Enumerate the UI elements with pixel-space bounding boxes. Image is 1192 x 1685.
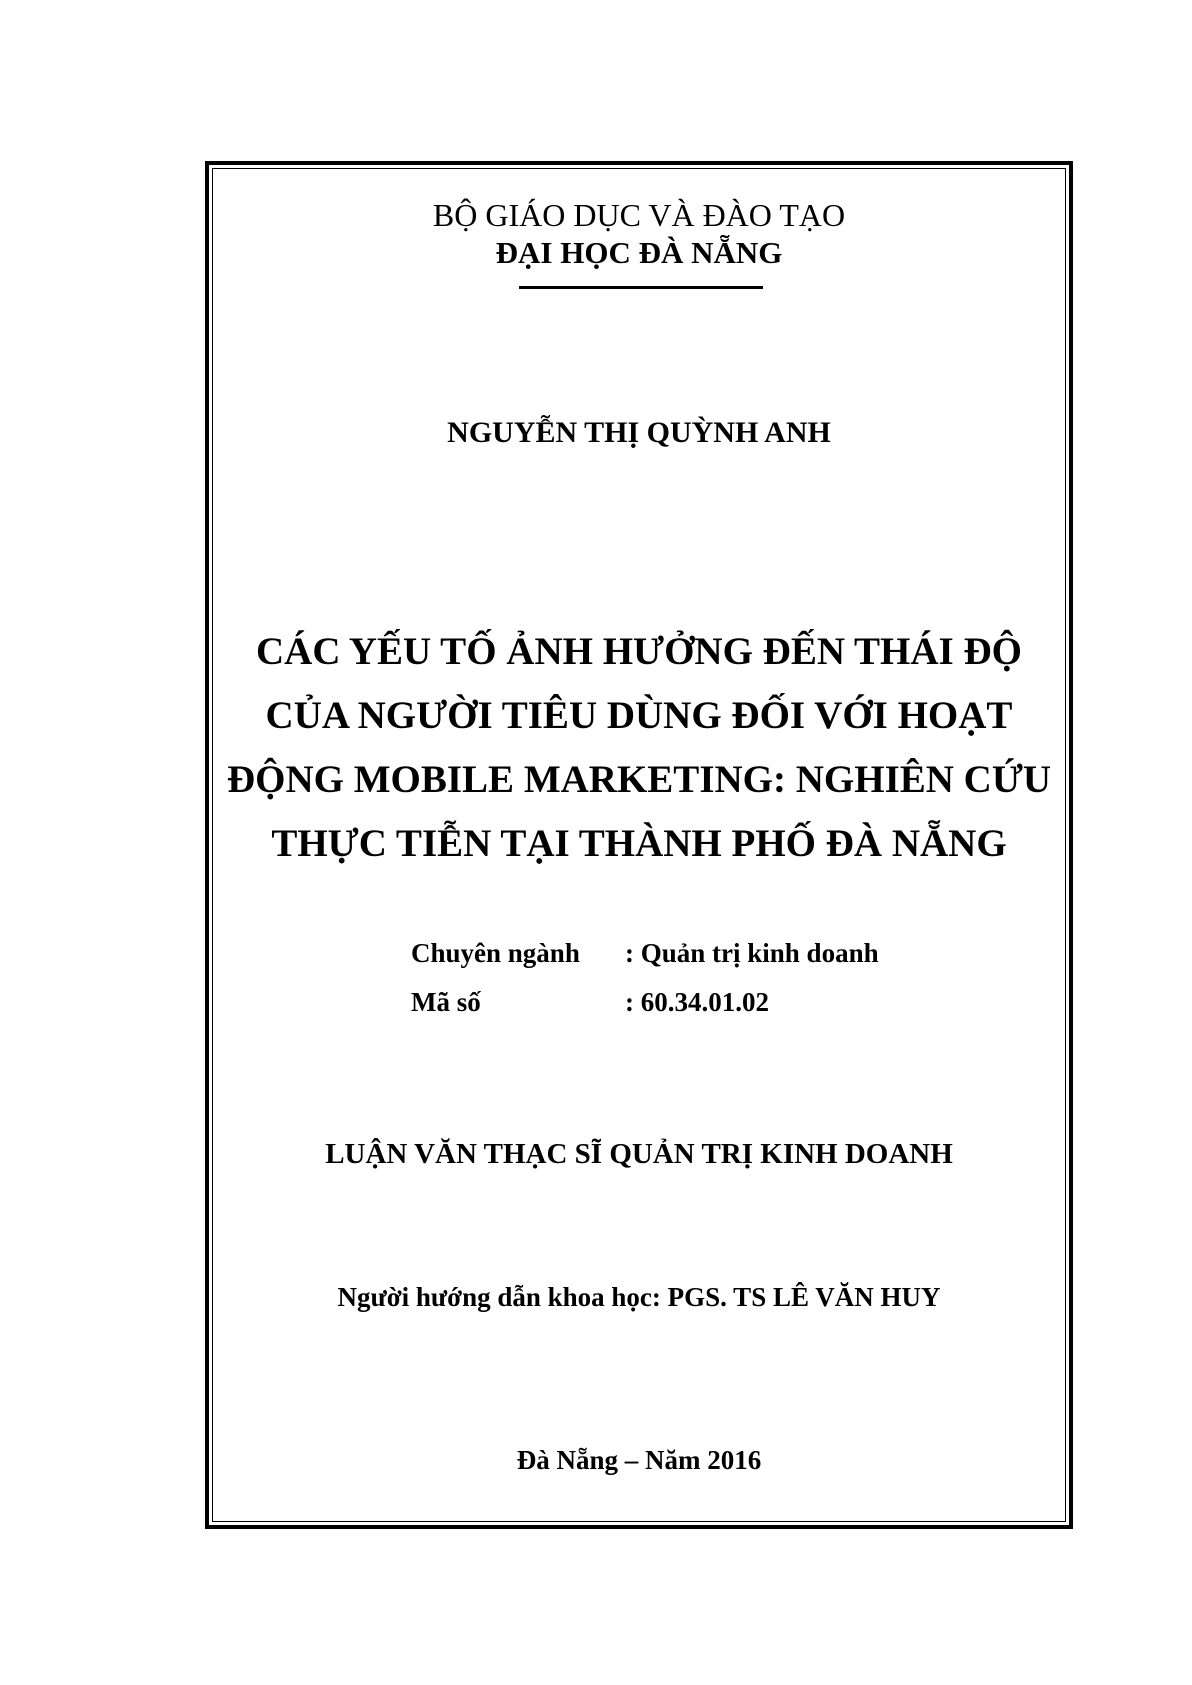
major-label: Chuyên ngành <box>411 938 580 968</box>
code-label: Mã số <box>411 987 481 1017</box>
degree-title: LUẬN VĂN THẠC SĨ QUẢN TRỊ KINH DOANH <box>325 1138 953 1170</box>
thesis-title-line-2: CỦA NGƯỜI TIÊU DÙNG ĐỐI VỚI HOẠT <box>265 694 1013 737</box>
place-year: Đà Nẵng – Năm 2016 <box>516 1445 762 1475</box>
advisor-line: Người hướng dẫn khoa học: PGS. TS LÊ VĂN HUY <box>337 1282 941 1312</box>
thesis-title <box>205 620 1073 876</box>
header-divider <box>519 286 763 289</box>
thesis-title-line-1: CÁC YẾU TỐ ẢNH HƯỞNG ĐẾN THÁI ĐỘ <box>256 630 1022 673</box>
ministry-name: BỘ GIÁO DỤC VÀ ĐÀO TẠO <box>432 197 846 233</box>
thesis-title-line-3: ĐỘNG MOBILE MARKETING: NGHIÊN CỨU <box>226 758 1052 801</box>
university-name: ĐẠI HỌC ĐÀ NẴNG <box>495 235 783 270</box>
thesis-title-line-4: THỰC TIỄN TẠI THÀNH PHỐ ĐÀ NẴNG <box>271 822 1007 865</box>
author-name: NGUYỄN THỊ QUỲNH ANH <box>447 416 831 449</box>
major-value: : Quản trị kinh doanh <box>625 938 879 968</box>
major-row <box>411 936 971 970</box>
code-value: : 60.34.01.02 <box>625 987 769 1017</box>
code-row <box>411 985 971 1019</box>
